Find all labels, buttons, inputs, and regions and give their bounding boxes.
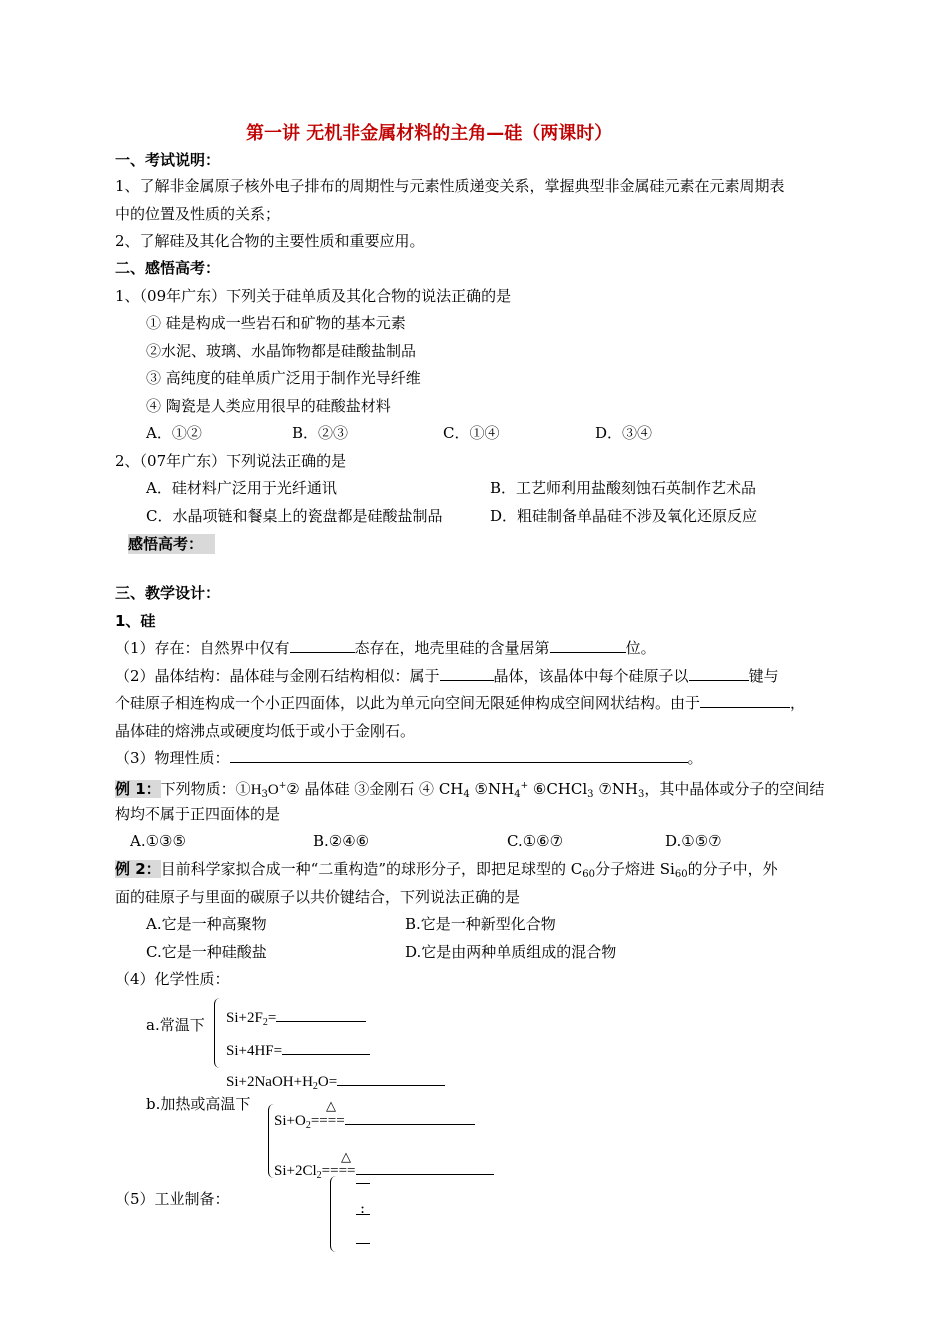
structure-line-3: 晶体硅的熔沸点或硬度均低于或小于金刚石。 bbox=[115, 722, 416, 740]
blank-si-hf-product[interactable] bbox=[282, 1040, 370, 1055]
reaction-si-naoh-left: Si+2NaOH+H bbox=[226, 1074, 313, 1090]
example-2-line-2: 面的硅原子与里面的碳原子以共价键结合，下列说法正确的是 bbox=[115, 888, 521, 906]
example-2-label: 例 2： bbox=[115, 860, 161, 878]
formula-nh4-sub: 4 bbox=[514, 789, 521, 800]
blank-si-naoh-product[interactable] bbox=[337, 1071, 445, 1086]
reaction-si-f2-eq: = bbox=[267, 1010, 277, 1026]
physical-properties-end: 。 bbox=[687, 749, 703, 767]
industrial-step-2-blank[interactable] bbox=[356, 1214, 370, 1215]
subsection-silicon: 1、硅 bbox=[115, 612, 156, 630]
structure-text-2: 晶体，该晶体中每个硅原子以 bbox=[493, 667, 689, 685]
example-2-text-a: 目前科学家拟合成一种“二重构造”的球形分子，即把足球型的 C bbox=[160, 860, 583, 878]
formula-h3o: H bbox=[250, 782, 262, 798]
existence-text-2: 态存在，地壳里硅的含量居第 bbox=[354, 639, 550, 657]
blank-crystal-type[interactable] bbox=[440, 666, 494, 681]
question-1-option-d: D．③④ bbox=[595, 424, 653, 442]
example-2-option-b: B.它是一种新型化合物 bbox=[405, 915, 556, 933]
example-1-option-b: B.②④⑥ bbox=[313, 832, 370, 850]
blank-physical-properties[interactable] bbox=[230, 748, 688, 763]
page-title: 第一讲 无机非金属材料的主角—硅（两课时） bbox=[246, 123, 613, 144]
question-2-option-a: A．硅材料广泛用于光纤通讯 bbox=[146, 479, 337, 497]
formula-chcl3-sub: 3 bbox=[587, 789, 594, 800]
heating-label: b.加热或高温下 bbox=[146, 1095, 251, 1113]
formula-h3o-o: O bbox=[267, 782, 279, 798]
example-1-label: 例 1： bbox=[115, 780, 161, 798]
reaction-si-hf-left: Si+4HF= bbox=[226, 1043, 283, 1059]
reaction-si-o2 bbox=[274, 1110, 475, 1136]
reaction-si-o2-sub: 2 bbox=[305, 1120, 311, 1131]
heating-triangle-icon-2: △ bbox=[341, 1150, 351, 1165]
blank-bond-type[interactable] bbox=[689, 666, 749, 681]
formula-nh3-sub: 3 bbox=[637, 789, 645, 800]
room-temp-label: a.常温下 bbox=[146, 1016, 205, 1034]
physical-properties-line bbox=[115, 748, 703, 768]
example-2-line-1 bbox=[115, 859, 778, 885]
reaction-si-o2-eq: ==== bbox=[310, 1113, 345, 1129]
reaction-si-f2 bbox=[226, 1007, 366, 1033]
example-1-line-1 bbox=[115, 776, 824, 805]
structure-text-4: 个硅原子相连构成一个小正四面体，以此为单元向空间无限延伸构成空间网状结构。由于 bbox=[115, 694, 701, 712]
example-1-line-2: 构均不属于正四面体的是 bbox=[115, 805, 281, 823]
question-1-option-b: B．②③ bbox=[292, 424, 349, 442]
reaction-si-cl2-left: Si+2Cl bbox=[274, 1163, 317, 1179]
physical-properties-label: （3）物理性质： bbox=[115, 749, 230, 767]
formula-si60-sub: 60 bbox=[674, 869, 688, 880]
question-1-statement-1: ① 硅是构成一些岩石和矿物的基本元素 bbox=[146, 314, 406, 332]
question-1-option-a: A．①② bbox=[146, 424, 202, 442]
heating-triangle-icon: △ bbox=[326, 1099, 336, 1114]
section-heading-design: 三、教学设计： bbox=[115, 584, 221, 602]
example-1-option-d: D.①⑤⑦ bbox=[665, 832, 722, 850]
industrial-step-3-blank[interactable] bbox=[356, 1243, 370, 1244]
reaction-si-hf bbox=[226, 1040, 370, 1061]
reaction-si-f2-sub: 2 bbox=[262, 1017, 268, 1028]
example-1-text-c: ⑤NH bbox=[469, 780, 515, 798]
reaction-si-cl2-eq: ==== bbox=[321, 1163, 356, 1179]
question-2-option-b: B．工艺师利用盐酸刻蚀石英制作艺术品 bbox=[490, 479, 757, 497]
blank-crust-rank[interactable] bbox=[550, 638, 626, 653]
question-2-option-c: C．水晶项链和餐桌上的瓷盘都是硅酸盐制品 bbox=[146, 507, 443, 525]
exam-item-2: 2、了解硅及其化合物的主要性质和重要应用。 bbox=[115, 232, 425, 250]
room-temp-brace bbox=[214, 998, 221, 1068]
section-heading-exam: 一、考试说明： bbox=[115, 151, 221, 169]
question-1-stem: 1、（09年广东）下列关于硅单质及其化合物的说法正确的是 bbox=[115, 287, 512, 305]
formula-nh4-sup: + bbox=[520, 781, 529, 791]
existence-line bbox=[115, 638, 656, 658]
exam-item-1-cont: 中的位置及性质的关系； bbox=[115, 205, 281, 223]
example-1-text-e: ⑦NH bbox=[593, 780, 638, 798]
reaction-si-cl2 bbox=[274, 1160, 494, 1186]
industrial-prep-label: （5）工业制备： bbox=[115, 1190, 230, 1208]
question-1-statement-4: ④ 陶瓷是人类应用很早的硅酸盐材料 bbox=[146, 397, 391, 415]
formula-h3o-sub: 3 bbox=[261, 789, 268, 800]
formula-c60-sub: 60 bbox=[582, 869, 595, 880]
reaction-si-naoh-eq: O= bbox=[317, 1074, 338, 1090]
reaction-si-o2-left: Si+O bbox=[274, 1113, 306, 1129]
existence-text-1: （1）存在：自然界中仅有 bbox=[115, 639, 290, 657]
structure-text-5: ， bbox=[790, 694, 806, 712]
structure-text-1: （2）晶体结构：晶体硅与金刚石结构相似：属于 bbox=[115, 667, 440, 685]
blank-si-cl2-product[interactable] bbox=[356, 1160, 494, 1175]
chemical-properties-label: （4）化学性质： bbox=[115, 970, 230, 988]
industrial-step-1-blank[interactable] bbox=[356, 1183, 370, 1184]
exam-item-1: 1、了解非金属原子核外电子排布的周期性与元素性质递变关系，掌握典型非金属硅元素在元素周期表 bbox=[115, 177, 785, 195]
structure-line-1 bbox=[115, 666, 779, 686]
section-heading-gaokao: 二、感悟高考： bbox=[115, 259, 221, 277]
example-1-option-c: C.①⑥⑦ bbox=[507, 832, 564, 850]
formula-ch4-sub: 4 bbox=[463, 789, 470, 800]
question-1-statement-2: ②水泥、玻璃、水晶饰物都是硅酸盐制品 bbox=[146, 342, 417, 360]
example-2-option-d: D.它是由两种单质组成的混合物 bbox=[405, 943, 617, 961]
reaction-si-cl2-sub: 2 bbox=[316, 1170, 322, 1181]
blank-reason[interactable] bbox=[700, 693, 790, 708]
example-2-option-c: C.它是一种硅酸盐 bbox=[146, 943, 267, 961]
blank-si-o2-product[interactable] bbox=[345, 1110, 475, 1125]
industrial-ellipsis-mark: : bbox=[360, 1199, 366, 1217]
example-1-text-f: ，其中晶体或分子的空间结 bbox=[644, 780, 825, 798]
question-2-option-d: D．粗硅制备单晶硅不涉及氧化还原反应 bbox=[490, 507, 758, 525]
reaction-si-naoh-sub: 2 bbox=[312, 1081, 318, 1092]
question-1-statement-3: ③ 高纯度的硅单质广泛用于制作光导纤维 bbox=[146, 369, 421, 387]
question-1-option-c: C．①④ bbox=[443, 424, 500, 442]
question-2-stem: 2、（07年广东）下列说法正确的是 bbox=[115, 452, 347, 470]
formula-h3o-sup: + bbox=[278, 781, 287, 791]
example-1-option-a: A.①③⑤ bbox=[130, 832, 186, 850]
existence-text-3: 位。 bbox=[625, 639, 656, 657]
example-2-text-b: 分子熔进 Si bbox=[595, 860, 675, 878]
blank-existence-state[interactable] bbox=[290, 638, 355, 653]
structure-line-2 bbox=[115, 693, 805, 713]
blank-si-f2-product[interactable] bbox=[276, 1007, 366, 1022]
example-1-text-d: ⑥CHCl bbox=[528, 780, 588, 798]
industrial-prep-brace bbox=[330, 1176, 337, 1252]
reaction-si-naoh bbox=[226, 1071, 445, 1097]
gaokao-footer-label: 感悟高考： bbox=[128, 534, 215, 554]
example-2-text-c: 的分子中，外 bbox=[687, 860, 778, 878]
structure-text-3: 键与 bbox=[748, 667, 779, 685]
example-2-option-a: A.它是一种高聚物 bbox=[146, 915, 267, 933]
reaction-si-f2-left: Si+2F bbox=[226, 1010, 263, 1026]
example-1-text-a: 下列物质：① bbox=[160, 780, 251, 798]
example-1-text-b: ② 晶体硅 ③金刚石 ④ CH bbox=[286, 780, 464, 798]
